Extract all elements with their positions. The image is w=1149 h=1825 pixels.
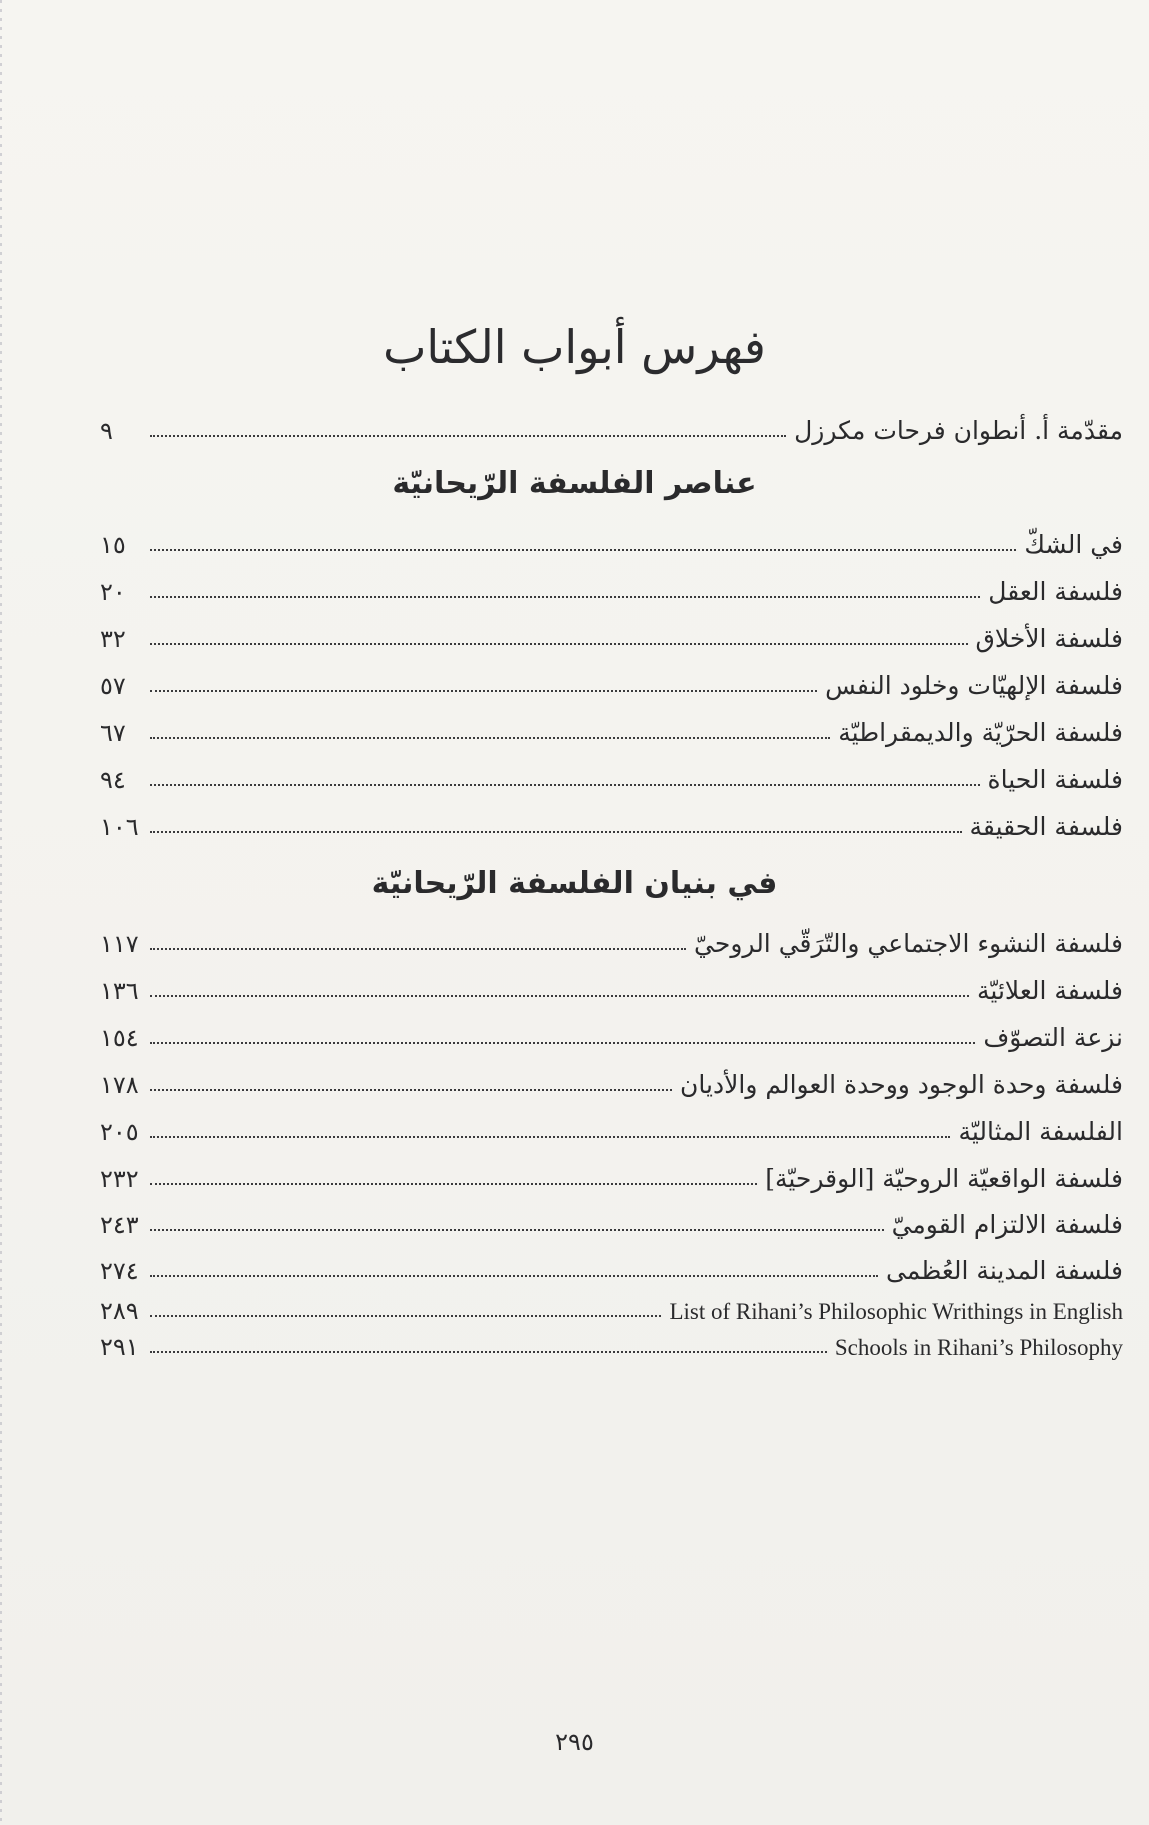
toc-entry-label: فلسفة الإلهيّات وخلود النفس — [825, 671, 1123, 700]
toc-row — [100, 801, 1123, 841]
toc-page-number: ٢٣٢ — [100, 1165, 139, 1193]
section-heading-structure: في بنيان الفلسفة الرّيحانيّة — [371, 866, 778, 901]
toc-row-english — [100, 1321, 1123, 1361]
toc-entry-label: في الشكّ — [1024, 530, 1123, 559]
page-edge-perforation — [0, 0, 2, 1825]
toc-entry-label: الفلسفة المثاليّة — [958, 1117, 1123, 1146]
dot-leader — [150, 995, 969, 997]
toc-page-number: ٩ — [100, 417, 113, 445]
dot-leader — [150, 435, 786, 437]
dot-leader — [150, 1042, 975, 1044]
dot-leader — [150, 549, 1016, 551]
toc-entry-label: فلسفة وحدة الوجود ووحدة العوالم والأديان — [680, 1070, 1123, 1099]
toc-entry-label: فلسفة الأخلاق — [975, 624, 1123, 653]
toc-row — [100, 707, 1123, 747]
dot-leader — [150, 784, 980, 786]
toc-entry-label: فلسفة الحقيقة — [969, 812, 1123, 841]
dot-leader — [150, 831, 962, 833]
toc-page-number: ١٧٨ — [100, 1071, 139, 1099]
toc-entry-label: فلسفة النشوء الاجتماعي والتّرَقّي الروحيّ — [694, 929, 1123, 958]
toc-entry-label: فلسفة العلائيّة — [977, 976, 1123, 1005]
toc-entry-label: نزعة التصوّف — [983, 1023, 1123, 1052]
toc-row — [100, 965, 1123, 1005]
dot-leader — [150, 1275, 878, 1277]
toc-row — [100, 1012, 1123, 1052]
toc-page-number: ٢٠ — [100, 578, 126, 606]
toc-page-number: ٢٤٣ — [100, 1211, 139, 1239]
toc-page-number: ١٠٦ — [100, 813, 139, 841]
section-heading-elements: عناصر الفلسفة الرّيحانيّة — [392, 466, 757, 501]
toc-entry-label: Schools in Rihani’s Philosophy — [834, 1335, 1123, 1360]
page-number: ٢٩٥ — [555, 1728, 594, 1756]
dot-leader — [150, 1089, 672, 1091]
dot-leader — [150, 948, 686, 950]
toc-entry-label: List of Rihani’s Philosophic Writhings in English — [669, 1299, 1123, 1324]
toc-page-number: ٩٤ — [100, 766, 126, 794]
dot-leader — [150, 596, 980, 598]
dot-leader — [150, 1136, 950, 1138]
dot-leader — [150, 1183, 757, 1185]
toc-entry-label: فلسفة الحرّيّة والديمقراطيّة — [838, 718, 1123, 747]
toc-page-number: ٣٢ — [100, 625, 126, 653]
dot-leader — [150, 1315, 661, 1317]
page-title: فهرس أبواب الكتاب — [383, 320, 766, 374]
toc-row — [100, 1059, 1123, 1099]
dot-leader — [150, 1351, 827, 1353]
toc-row — [100, 918, 1123, 958]
toc-entry-label: فلسفة المدينة العُظمى — [886, 1256, 1123, 1285]
toc-page-number: ١٥ — [100, 531, 126, 559]
toc-row-english — [100, 1285, 1123, 1325]
toc-page-number: ٢٩١ — [100, 1333, 139, 1361]
toc-row — [100, 519, 1123, 559]
toc-page-number: ٢٧٤ — [100, 1257, 139, 1285]
toc-page-number: ٦٧ — [100, 719, 126, 747]
toc-entry-label: مقدّمة أ. أنطوان فرحات مكرزل — [794, 416, 1123, 445]
toc-page-number: ٢٠٥ — [100, 1118, 139, 1146]
toc-page-number: ١٣٦ — [100, 977, 139, 1005]
toc-row — [100, 1153, 1123, 1193]
toc-row — [100, 613, 1123, 653]
dot-leader — [150, 737, 830, 739]
toc-page-number: ٢٨٩ — [100, 1297, 139, 1325]
toc-row — [100, 660, 1123, 700]
toc-row — [100, 754, 1123, 794]
toc-row — [100, 1106, 1123, 1146]
dot-leader — [150, 690, 817, 692]
toc-row-intro — [100, 405, 1123, 445]
toc-row — [100, 566, 1123, 606]
dot-leader — [150, 643, 968, 645]
toc-entry-label: فلسفة الحياة — [987, 765, 1123, 794]
toc-entry-label: فلسفة العقل — [988, 577, 1123, 606]
toc-entry-label: فلسفة الواقعيّة الروحيّة [الوقرحيّة] — [765, 1164, 1123, 1193]
toc-entry-label: فلسفة الالتزام القوميّ — [891, 1210, 1123, 1239]
dot-leader — [150, 1229, 884, 1231]
toc-page-number: ١٥٤ — [100, 1024, 139, 1052]
toc-row — [100, 1199, 1123, 1239]
toc-row — [100, 1245, 1123, 1285]
toc-page-number: ١١٧ — [100, 930, 139, 958]
toc-page-number: ٥٧ — [100, 672, 126, 700]
